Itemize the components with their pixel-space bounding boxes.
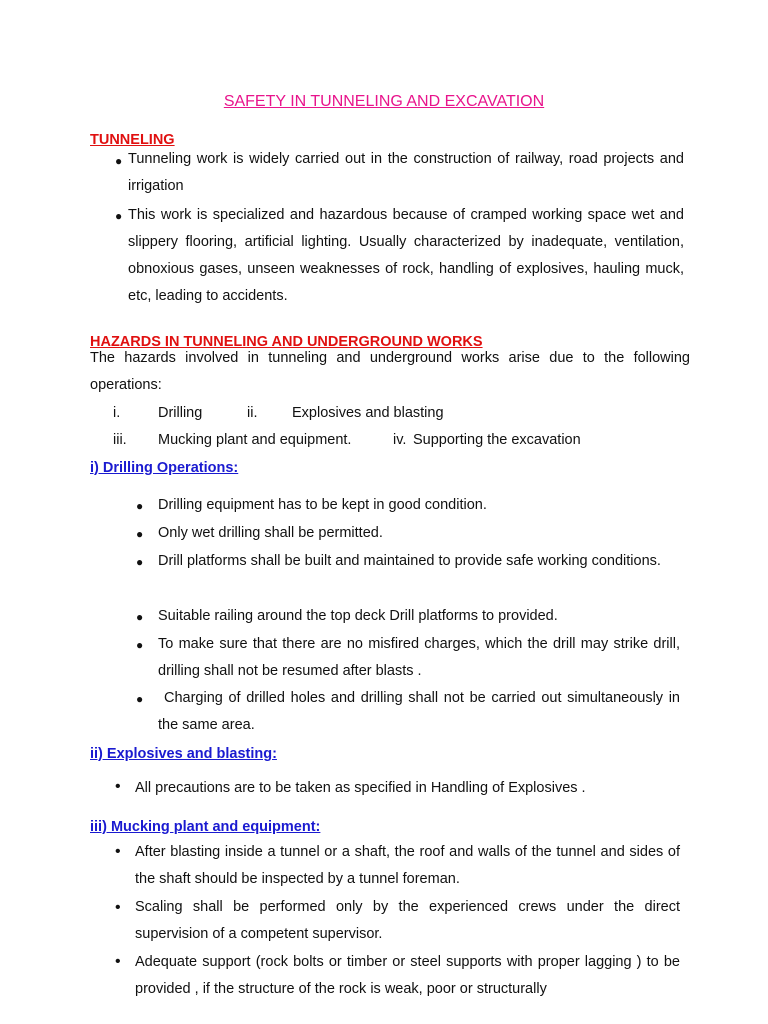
- drilling-bullet-1: Drilling equipment has to be kept in good condition.: [158, 497, 487, 513]
- section-heading-explosives: ii) Explosives and blasting:: [90, 746, 277, 762]
- bullet-marker: ●: [136, 692, 144, 706]
- operation-text: Explosives and blasting: [292, 405, 444, 421]
- bullet-marker: ●: [136, 555, 144, 569]
- bullet-marker: ●: [136, 638, 144, 652]
- tunneling-bullet-2: This work is specialized and hazardous because of cramped working space wet and slippery flooring, artificial lighting. Usually characterized by inadequate, ventilation, obnoxious gases, unseen weaknesses of rock, handling of explosives, hauling muck, etc, leading to accidents.: [128, 207, 684, 304]
- operation-num: iii.: [113, 432, 127, 448]
- operation-text: Drilling: [158, 405, 203, 421]
- operation-text: Supporting the excavation: [413, 432, 581, 448]
- section-heading-hazards: HAZARDS IN TUNNELING AND UNDERGROUND WORKS: [90, 334, 483, 350]
- bullet-marker: •: [115, 778, 121, 795]
- bullet-marker: •: [115, 953, 121, 970]
- operation-text: Mucking plant and equipment.: [158, 432, 352, 448]
- drilling-bullet-6: Charging of drilled holes and drilling shall not be carried out simultaneously in the same area.: [158, 690, 680, 733]
- section-heading-mucking: iii) Mucking plant and equipment:: [90, 819, 321, 835]
- bullet-marker: ●: [136, 499, 144, 513]
- mucking-bullet-3: Adequate support (rock bolts or timber or steel supports with proper lagging ) to be provided , if the structure of the rock is weak, poor or structurally: [135, 954, 680, 997]
- section-heading-drilling: i) Drilling Operations:: [90, 460, 239, 476]
- bullet-marker: ●: [115, 209, 123, 223]
- drilling-bullet-4: Suitable railing around the top deck Drill platforms to provided.: [158, 608, 558, 624]
- bullet-marker: ●: [136, 527, 144, 541]
- operation-num: i.: [113, 405, 121, 421]
- mucking-bullet-2: Scaling shall be performed only by the experienced crews under the direct supervision of a competent supervisor.: [135, 899, 680, 942]
- page-title: SAFETY IN TUNNELING AND EXCAVATION: [223, 93, 545, 110]
- mucking-bullet-1: After blasting inside a tunnel or a shaft, the roof and walls of the tunnel and sides of the shaft should be inspected by a tunnel foreman.: [135, 844, 680, 887]
- hazards-intro: The hazards involved in tunneling and underground works arise due to the following operations:: [90, 350, 690, 393]
- operation-num: iv.: [393, 432, 407, 448]
- operation-num: ii.: [247, 405, 258, 421]
- bullet-marker: ●: [115, 154, 123, 168]
- explosives-bullet-1: All precautions are to be taken as specified in Handling of Explosives .: [135, 780, 586, 796]
- section-heading-tunneling: TUNNELING: [90, 132, 175, 148]
- drilling-bullet-5: To make sure that there are no misfired charges, which the drill may strike drill, drilling shall not be resumed after blasts .: [158, 636, 680, 679]
- bullet-marker: •: [115, 899, 121, 916]
- tunneling-bullet-1: Tunneling work is widely carried out in the construction of railway, road projects and irrigation: [128, 151, 684, 194]
- drilling-bullet-3: Drill platforms shall be built and maintained to provide safe working conditions.: [158, 553, 661, 569]
- bullet-marker: •: [115, 843, 121, 860]
- drilling-bullet-2: Only wet drilling shall be permitted.: [158, 525, 383, 541]
- bullet-marker: ●: [136, 610, 144, 624]
